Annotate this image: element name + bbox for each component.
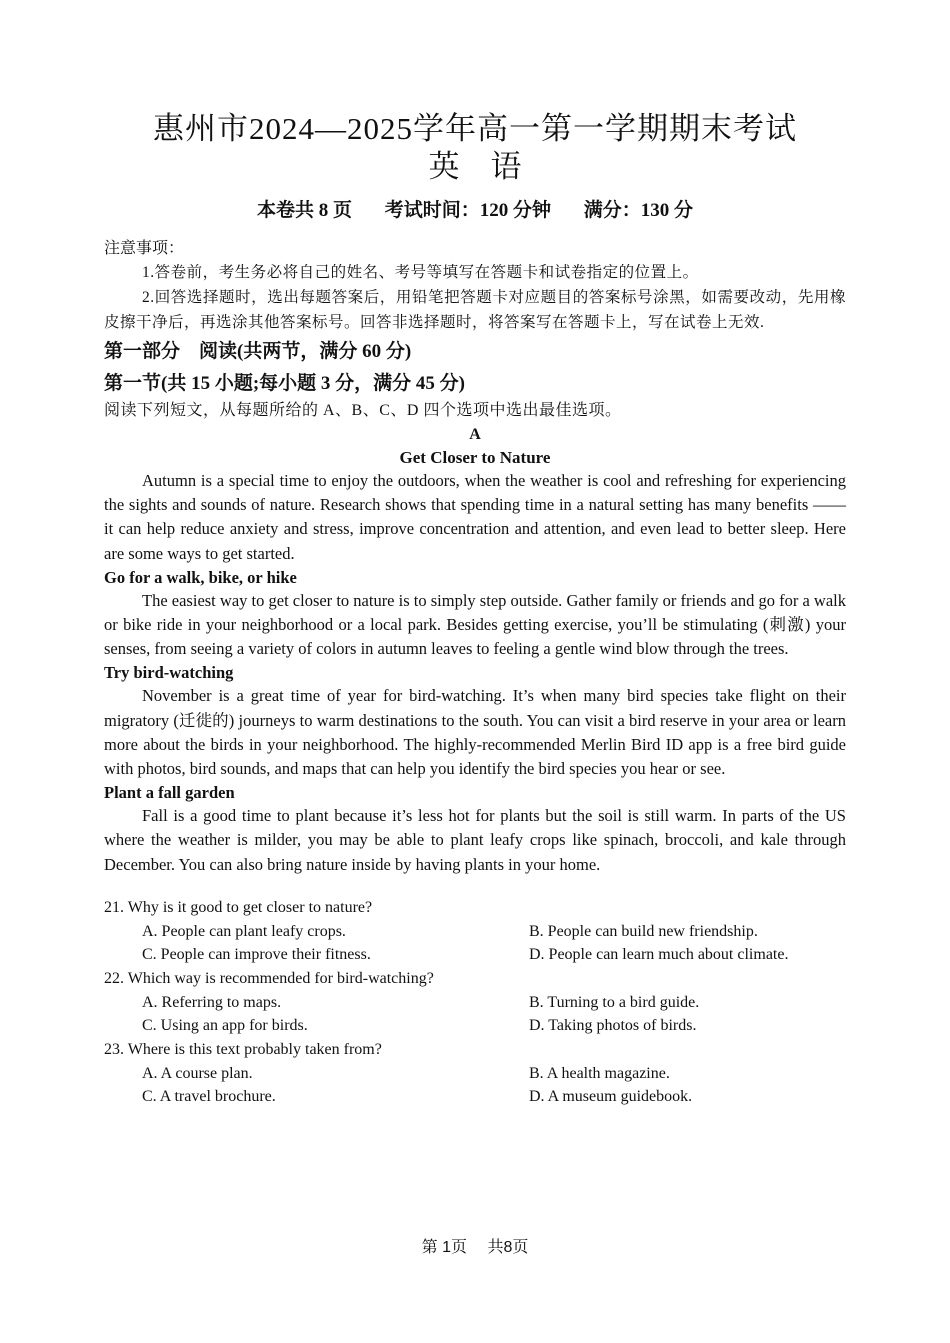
page-total: 共8页	[487, 1239, 529, 1256]
option-a: A. A course plan.	[142, 1064, 253, 1082]
subheading-bird: Try bird-watching	[104, 663, 234, 683]
question-23	[104, 1038, 846, 1109]
exam-meta	[104, 198, 846, 224]
notice-item-2: 2.回答选择题时，选出每题答案后，用铅笔把答题卡对应题目的答案标号涂黑，如需要改动，先用橡皮擦干净后，再选涂其他答案标号。回答非选择题时，将答案写在答题卡上，写在试卷上无效.	[104, 289, 846, 331]
option-d: D. A museum guidebook.	[529, 1088, 693, 1106]
question-21	[104, 896, 846, 967]
subheading-garden: Plant a fall garden	[104, 783, 235, 803]
passage-letter: A	[469, 426, 481, 443]
option-b: B. People can build new friendship.	[529, 922, 758, 940]
exam-time: 考试时间：120 分钟	[384, 200, 551, 221]
full-score: 满分：130 分	[583, 200, 694, 221]
notice-heading: 注意事项：	[104, 240, 185, 257]
section-heading: 第一节(共 15 小题;每小题 3 分，满分 45 分)	[104, 373, 465, 394]
passage-intro: Autumn is a special time to enjoy the outdoors, when the weather is cool and refreshing for experiencing the sights and sounds of nature. Research shows that spending time in a natural setting has many benefits —— it can help reduce anxiety and stress, improve concentration and attention, and even lead to better sleep. Here are some ways to get started.	[104, 471, 846, 563]
question-22	[104, 967, 846, 1038]
question-stem: 23. Where is this text probably taken from?	[104, 1041, 382, 1059]
passage-title: Get Closer to Nature	[399, 448, 551, 467]
exam-subject: 英 语	[428, 149, 522, 184]
instruction: 阅读下列短文，从每题所给的 A、B、C、D 四个选项中选出最佳选项。	[104, 402, 622, 419]
subheading-walk: Go for a walk, bike, or hike	[104, 567, 297, 587]
page-footer	[0, 1234, 950, 1257]
question-list	[104, 896, 846, 1109]
paragraph-garden: Fall is a good time to plant because it’s less hot for plants but the soil is still warm. In parts of the US where the weather is milder, you may be able to plant leafy crops like spinach, broccoli, and kale through December. You can also bring nature inside by having plants in your home.	[104, 806, 846, 874]
exam-page	[104, 110, 846, 1109]
option-b: B. Turning to a bird guide.	[529, 993, 700, 1011]
option-c: C. A travel brochure.	[142, 1088, 276, 1106]
paragraph-walk: The easiest way to get closer to nature is to simply step outside. Gather family or friends and go for a walk or bike ride in your neighborhood or a local park. Besides getting exercise, you’ll be stimulating (刺激) your senses, from seeing a variety of colors in autumn leaves to feeling a gentle wind blow through the trees.	[104, 590, 846, 659]
option-c: C. People can improve their fitness.	[142, 946, 371, 964]
page-count: 本卷共 8 页	[256, 200, 352, 221]
paragraph-bird: November is a great time of year for bird-watching. It’s when many bird species take flight on their migratory (迁徙的) journeys to warm destinations to the south. You can visit a bird reserve in your area or learn more about the birds in your neighborhood. The highly-recommended Merlin Bird ID app is a free bird guide with photos, bird sounds, and maps that can help you identify the bird species you hear or see.	[104, 686, 846, 779]
option-a: A. Referring to maps.	[142, 993, 282, 1011]
question-stem: 22. Which way is recommended for bird-watching?	[104, 969, 434, 987]
exam-title: 惠州市2024—2025学年高一第一学期期末考试	[153, 111, 797, 146]
question-stem: 21. Why is it good to get closer to nature?	[104, 898, 373, 916]
option-d: D. Taking photos of birds.	[529, 1017, 697, 1035]
option-b: B. A health magazine.	[529, 1064, 670, 1082]
part-heading: 第一部分 阅读(共两节，满分 60 分)	[104, 341, 412, 362]
option-a: A. People can plant leafy crops.	[142, 922, 346, 940]
option-c: C. Using an app for birds.	[142, 1017, 308, 1035]
notice-item-1: 1.答卷前，考生务必将自己的姓名、考号等填写在答题卡和试卷指定的位置上。	[142, 264, 699, 281]
page-number: 第 1页	[421, 1239, 467, 1256]
option-d: D. People can learn much about climate.	[529, 946, 789, 964]
